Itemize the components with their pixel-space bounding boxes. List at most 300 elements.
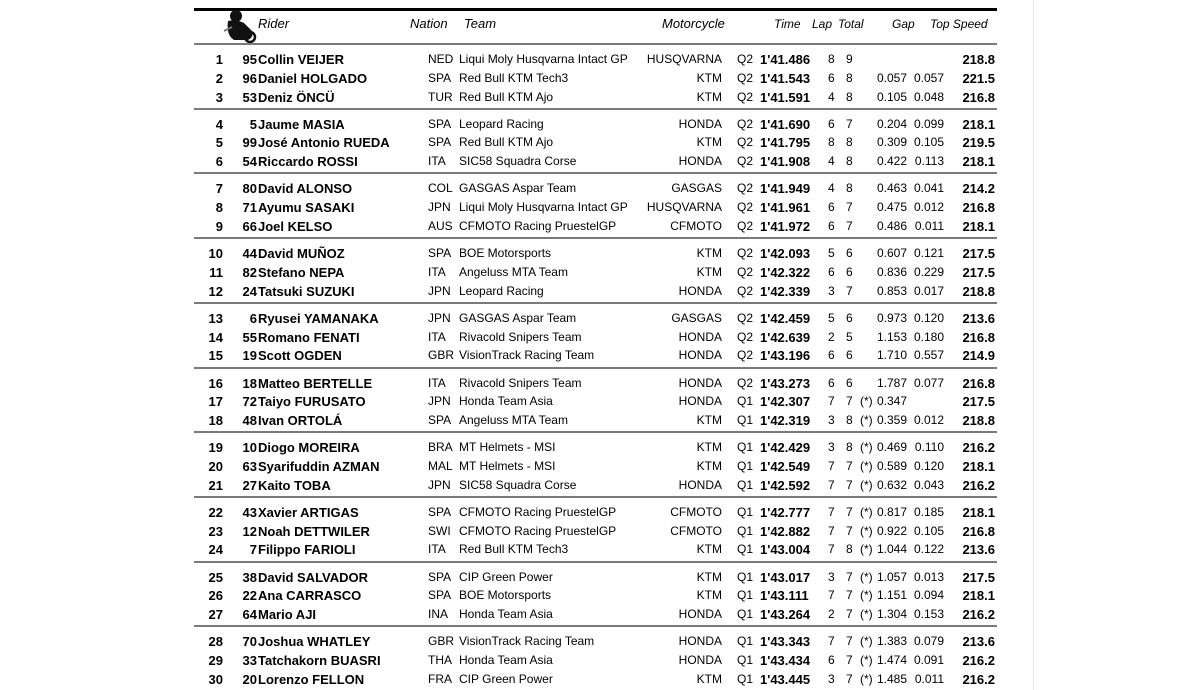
top-speed: 213.6	[962, 634, 995, 650]
rider-nation: FRA	[428, 671, 452, 686]
rider-motorcycle: CFMOTO	[670, 523, 722, 538]
result-group	[194, 496, 997, 558]
best-lap-number: 6	[828, 116, 835, 131]
gap-to-previous: 0.557	[913, 348, 944, 363]
table-row	[194, 328, 997, 347]
rider-number: 64	[242, 607, 257, 623]
top-speed: 218.1	[962, 154, 995, 170]
rider-nation: ITA	[428, 542, 446, 557]
result-group	[194, 108, 997, 170]
best-lap-number: 2	[828, 607, 835, 622]
session-label: Q2	[737, 310, 754, 325]
rider-motorcycle: GASGAS	[671, 181, 722, 196]
table-row	[194, 438, 997, 457]
header-total: Total	[838, 17, 864, 31]
rider-number: 18	[242, 375, 257, 391]
row-position: 3	[215, 89, 223, 105]
top-speed: 216.8	[962, 375, 995, 391]
q1-marker: (*)	[860, 477, 873, 492]
result-group	[194, 172, 997, 234]
rider-nation: MAL	[428, 458, 453, 473]
rider-name: Daniel HOLGADO	[258, 70, 368, 86]
rider-name: Ayumu SASAKI	[258, 200, 355, 216]
rider-number: 82	[242, 264, 257, 280]
header-motorcycle: Motorcycle	[662, 16, 725, 31]
gap-to-first: 0.973	[876, 310, 907, 325]
rider-number: 43	[242, 504, 257, 520]
gap-to-first: 1.474	[876, 653, 907, 668]
session-label: Q2	[737, 348, 754, 363]
rider-nation: AUS	[428, 218, 453, 233]
best-lap-number: 5	[828, 310, 835, 325]
total-laps: 8	[846, 154, 853, 169]
rider-motorcycle: HONDA	[678, 116, 722, 131]
lap-time: 1'41.543	[760, 70, 811, 86]
lap-time: 1'41.795	[760, 135, 811, 151]
best-lap-number: 4	[828, 181, 835, 196]
rider-name: Ana CARRASCO	[258, 588, 362, 604]
lap-time: 1'41.486	[760, 52, 811, 67]
row-position: 20	[208, 458, 223, 474]
header-team: Team	[464, 16, 497, 31]
table-row	[194, 50, 997, 69]
total-laps: 8	[846, 440, 853, 455]
rider-nation: SPA	[428, 246, 452, 261]
lap-time: 1'42.639	[760, 329, 811, 345]
rider-team: Red Bull KTM Ajo	[459, 89, 554, 104]
top-speed: 216.8	[962, 89, 995, 105]
gap-to-first: 1.153	[876, 329, 907, 344]
rider-motorcycle: KTM	[696, 246, 722, 261]
result-group	[194, 302, 997, 364]
top-speed: 213.6	[962, 542, 995, 558]
rider-nation: ITA	[428, 375, 446, 390]
lap-time: 1'42.093	[760, 246, 811, 262]
table-row	[194, 152, 997, 171]
gap-to-previous: 0.079	[913, 634, 944, 649]
session-label: Q1	[737, 477, 754, 492]
session-label: Q1	[737, 458, 754, 473]
session-label: Q1	[737, 413, 754, 428]
lap-time: 1'41.690	[760, 116, 811, 132]
gap-to-first: 0.475	[876, 200, 907, 215]
total-laps: 8	[846, 542, 853, 557]
best-lap-number: 7	[828, 542, 835, 557]
rider-team: SIC58 Squadra Corse	[459, 154, 577, 169]
rider-team: Liqui Moly Husqvarna Intact GP	[459, 200, 628, 215]
rider-number: 20	[242, 671, 257, 687]
result-group	[194, 43, 997, 105]
total-laps: 7	[846, 653, 853, 668]
rider-number: 55	[242, 329, 257, 345]
best-lap-number: 7	[828, 458, 835, 473]
lap-time: 1'42.322	[760, 264, 811, 280]
rider-name: Lorenzo FELLON	[258, 671, 365, 687]
best-lap-number: 6	[828, 200, 835, 215]
table-row	[194, 88, 997, 107]
gap-to-first: 0.347	[876, 394, 907, 409]
gap-to-previous: 0.017	[913, 283, 944, 298]
rider-nation: SPA	[428, 135, 452, 150]
top-speed: 218.8	[962, 283, 995, 299]
top-speed: 216.2	[962, 607, 995, 623]
rider-name: Matteo BERTELLE	[258, 375, 373, 391]
table-row	[194, 282, 997, 301]
rider-name: Tatchakorn BUASRI	[258, 653, 381, 669]
lap-time: 1'42.459	[760, 310, 811, 326]
rider-nation: ITA	[428, 329, 446, 344]
session-label: Q1	[737, 542, 754, 557]
q1-marker: (*)	[860, 671, 873, 686]
row-position: 16	[208, 375, 223, 391]
rider-nation: SWI	[428, 523, 451, 538]
rider-motorcycle: HONDA	[678, 634, 722, 649]
rider-motorcycle: GASGAS	[671, 310, 722, 325]
top-speed: 216.8	[962, 329, 995, 345]
lap-time: 1'42.319	[760, 413, 811, 429]
table-row	[194, 568, 997, 587]
top-speed: 216.8	[962, 200, 995, 216]
result-group	[194, 625, 997, 687]
total-laps: 7	[846, 200, 853, 215]
gap-to-first: 0.836	[876, 264, 907, 279]
session-label: Q1	[737, 634, 754, 649]
table-row	[194, 670, 997, 689]
total-laps: 9	[846, 52, 853, 66]
gap-to-previous: 0.113	[914, 154, 944, 169]
gap-to-first: 1.485	[876, 671, 907, 686]
lap-time: 1'42.592	[760, 477, 811, 493]
total-laps: 8	[846, 70, 853, 85]
rider-number: 10	[242, 440, 257, 456]
best-lap-number: 7	[828, 394, 835, 409]
rider-name: Noah DETTWILER	[258, 523, 370, 539]
best-lap-number: 6	[828, 218, 835, 233]
total-laps: 7	[846, 634, 853, 649]
best-lap-number: 3	[828, 413, 835, 428]
session-label: Q2	[737, 218, 754, 233]
gap-to-previous: 0.048	[913, 89, 944, 104]
q1-marker: (*)	[860, 440, 873, 455]
top-speed: 218.1	[962, 458, 995, 474]
top-speed: 217.5	[962, 569, 995, 585]
rider-number: 63	[242, 458, 257, 474]
gap-to-previous: 0.013	[913, 569, 944, 584]
rider-name: David ALONSO	[258, 181, 353, 197]
rider-team: MT Helmets - MSI	[459, 440, 556, 455]
lap-time: 1'43.196	[760, 348, 811, 364]
header-rule	[194, 8, 997, 11]
gap-to-previous: 0.105	[913, 135, 944, 150]
rider-motorcycle: HONDA	[678, 283, 722, 298]
top-speed: 214.2	[962, 181, 995, 197]
gap-to-first: 0.589	[876, 458, 907, 473]
gap-to-first: 0.204	[876, 116, 907, 131]
session-label: Q1	[737, 653, 754, 668]
rider-name: Xavier ARTIGAS	[258, 504, 359, 520]
lap-time: 1'43.343	[760, 634, 811, 650]
total-laps: 7	[846, 523, 853, 538]
gap-to-first: 0.922	[876, 523, 907, 538]
best-lap-number: 7	[828, 634, 835, 649]
rider-name: Taiyo FURUSATO	[258, 394, 366, 410]
gap-to-previous: 0.011	[914, 671, 944, 686]
rider-name: Romano FENATI	[258, 329, 360, 345]
total-laps: 6	[846, 264, 853, 279]
rider-team: Rivacold Snipers Team	[459, 329, 582, 344]
rider-team: VisionTrack Racing Team	[459, 634, 595, 649]
session-label: Q1	[737, 394, 754, 409]
rider-motorcycle: KTM	[696, 264, 722, 279]
lap-time: 1'42.339	[760, 283, 811, 299]
result-group	[194, 561, 997, 623]
gap-to-first: 0.486	[876, 218, 907, 233]
best-lap-number: 6	[828, 653, 835, 668]
q1-marker: (*)	[860, 588, 873, 603]
table-row	[194, 263, 997, 282]
rider-number: 7	[249, 542, 257, 558]
lap-time: 1'42.549	[760, 458, 811, 474]
q1-marker: (*)	[860, 394, 873, 409]
row-position: 28	[208, 634, 223, 650]
row-position: 6	[215, 154, 223, 170]
table-row	[194, 309, 997, 328]
top-speed: 217.5	[962, 264, 995, 280]
rider-name: Collin VEIJER	[258, 52, 344, 67]
table-row	[194, 69, 997, 88]
rider-team: GASGAS Aspar Team	[459, 181, 577, 196]
session-label: Q2	[737, 52, 754, 66]
row-position: 12	[208, 283, 223, 299]
gap-to-first: 0.105	[876, 89, 907, 104]
row-position: 21	[208, 477, 223, 493]
rider-name: Filippo FARIOLI	[258, 542, 356, 558]
rider-motorcycle: HONDA	[678, 348, 722, 363]
rider-nation: SPA	[428, 70, 452, 85]
rider-name: David MUÑOZ	[258, 246, 345, 262]
lap-time: 1'42.307	[760, 394, 811, 410]
rider-team: SIC58 Squadra Corse	[459, 477, 577, 492]
rider-name: Mario AJI	[258, 607, 317, 623]
rider-motorcycle: KTM	[696, 89, 722, 104]
table-row	[194, 392, 997, 411]
rider-name: Jaume MASIA	[258, 116, 345, 132]
gap-to-previous: 0.011	[914, 218, 944, 233]
row-position: 9	[215, 218, 223, 234]
rider-number: 33	[242, 653, 257, 669]
rider-team: Honda Team Asia	[459, 653, 553, 668]
gap-to-first: 0.422	[876, 154, 907, 169]
session-label: Q2	[737, 181, 754, 196]
row-position: 2	[215, 70, 223, 86]
rider-number: 80	[242, 181, 257, 197]
total-laps: 7	[846, 477, 853, 492]
total-laps: 6	[846, 310, 853, 325]
best-lap-number: 8	[828, 135, 835, 150]
gap-to-first: 0.607	[876, 246, 907, 261]
session-label: Q2	[737, 264, 754, 279]
rider-number: 44	[242, 246, 257, 262]
total-laps: 5	[846, 329, 853, 344]
rider-number: 95	[242, 52, 257, 67]
session-label: Q1	[737, 523, 754, 538]
gap-to-previous: 0.012	[913, 200, 944, 215]
row-position: 23	[208, 523, 223, 539]
gap-to-first: 0.817	[876, 504, 907, 519]
lap-time: 1'43.434	[760, 653, 811, 669]
best-lap-number: 5	[828, 246, 835, 261]
gap-to-previous: 0.105	[913, 523, 944, 538]
q1-marker: (*)	[860, 523, 873, 538]
table-row	[194, 244, 997, 263]
rider-number: 72	[242, 394, 257, 410]
table-row	[194, 115, 997, 134]
gap-to-previous: 0.153	[913, 607, 944, 622]
lap-time: 1'43.004	[760, 542, 811, 558]
total-laps: 7	[846, 607, 853, 622]
rider-nation: GBR	[428, 634, 455, 649]
rider-number: 54	[242, 154, 257, 170]
rider-team: Rivacold Snipers Team	[459, 375, 582, 390]
rider-motorcycle: KTM	[696, 70, 722, 85]
table-row	[194, 503, 997, 522]
rider-motorcycle: CFMOTO	[670, 218, 722, 233]
rider-motorcycle: HONDA	[678, 477, 722, 492]
header-rider: Rider	[258, 16, 290, 31]
rider-motorcycle: KTM	[696, 413, 722, 428]
rider-number: 70	[242, 634, 257, 650]
row-position: 27	[208, 607, 223, 623]
rider-name: Scott OGDEN	[258, 348, 342, 364]
gap-to-previous: 0.099	[913, 116, 944, 131]
best-lap-number: 4	[828, 89, 835, 104]
lap-time: 1'41.591	[760, 89, 811, 105]
rider-motorcycle: CFMOTO	[670, 504, 722, 519]
gap-to-previous: 0.041	[913, 181, 944, 196]
gap-to-first: 0.632	[876, 477, 907, 492]
rider-nation: INA	[428, 607, 449, 622]
rider-number: 19	[242, 348, 257, 364]
row-position: 7	[215, 181, 223, 197]
total-laps: 7	[846, 116, 853, 131]
gap-to-first: 1.787	[876, 375, 907, 390]
session-label: Q1	[737, 504, 754, 519]
rider-team: Red Bull KTM Tech3	[459, 70, 569, 85]
session-label: Q2	[737, 329, 754, 344]
rider-nation: THA	[428, 653, 452, 668]
table-row	[194, 651, 997, 670]
rider-team: MT Helmets - MSI	[459, 458, 556, 473]
top-speed: 218.1	[962, 116, 995, 132]
q1-marker: (*)	[860, 542, 873, 557]
lap-time: 1'43.273	[760, 375, 811, 391]
rider-nation: JPN	[428, 283, 451, 298]
gap-to-first: 1.044	[876, 542, 907, 557]
row-position: 26	[208, 588, 223, 604]
table-row	[194, 374, 997, 393]
rider-number: 5	[249, 116, 257, 132]
session-label: Q2	[737, 246, 754, 261]
row-position: 5	[215, 135, 223, 151]
gap-to-previous: 0.180	[913, 329, 944, 344]
best-lap-number: 6	[828, 375, 835, 390]
row-position: 8	[215, 200, 223, 216]
lap-time: 1'41.949	[760, 181, 811, 197]
session-label: Q2	[737, 375, 754, 390]
row-position: 22	[208, 504, 223, 520]
rider-team: CIP Green Power	[459, 671, 553, 686]
rider-team: BOE Motorsports	[459, 588, 552, 603]
session-label: Q1	[737, 588, 754, 603]
rider-motorcycle: HONDA	[678, 607, 722, 622]
rider-nation: JPN	[428, 477, 451, 492]
rider-name: Ryusei YAMANAKA	[258, 310, 379, 326]
total-laps: 7	[846, 283, 853, 298]
lap-time: 1'42.429	[760, 440, 811, 456]
rider-nation: JPN	[428, 310, 451, 325]
rider-team: Angeluss MTA Team	[459, 413, 568, 428]
rider-motorcycle: KTM	[696, 458, 722, 473]
gap-to-first: 0.853	[876, 283, 907, 298]
rider-motorcycle: KTM	[696, 542, 722, 557]
table-row	[194, 411, 997, 430]
rider-team: Honda Team Asia	[459, 394, 553, 409]
gap-to-previous: 0.043	[913, 477, 944, 492]
top-speed: 218.8	[962, 413, 995, 429]
rider-motorcycle: HONDA	[678, 653, 722, 668]
session-label: Q2	[737, 283, 754, 298]
session-label: Q1	[737, 671, 754, 686]
best-lap-number: 6	[828, 70, 835, 85]
rider-motorcycle: HUSQVARNA	[646, 52, 722, 66]
q1-marker: (*)	[860, 413, 873, 428]
q1-marker: (*)	[860, 569, 873, 584]
table-row	[194, 540, 997, 559]
table-row	[194, 457, 997, 476]
rider-team: Honda Team Asia	[459, 607, 553, 622]
total-laps: 7	[846, 218, 853, 233]
result-group	[194, 431, 997, 493]
top-speed: 216.2	[962, 477, 995, 493]
top-speed: 216.2	[962, 440, 995, 456]
row-position: 10	[208, 246, 223, 262]
total-laps: 7	[846, 569, 853, 584]
top-speed: 218.1	[962, 588, 995, 604]
rider-motorcycle: HONDA	[678, 329, 722, 344]
lap-time: 1'43.017	[760, 569, 811, 585]
rider-name: Deniz ÖNCÜ	[258, 89, 335, 105]
session-label: Q2	[737, 89, 754, 104]
row-position: 1	[215, 52, 223, 67]
best-lap-number: 2	[828, 329, 835, 344]
gap-to-first: 1.151	[876, 588, 907, 603]
table-row	[194, 632, 997, 651]
session-label: Q2	[737, 154, 754, 169]
rider-nation: SPA	[428, 569, 452, 584]
row-position: 11	[209, 264, 223, 280]
rider-team: CFMOTO Racing PruestelGP	[459, 218, 617, 233]
row-position: 24	[208, 542, 223, 558]
rider-nation: JPN	[428, 200, 451, 215]
rider-number: 22	[242, 588, 257, 604]
rider-name: Stefano NEPA	[258, 264, 345, 280]
rider-nation: SPA	[428, 116, 452, 131]
row-position: 18	[208, 413, 223, 429]
rider-motorcycle: HUSQVARNA	[646, 200, 722, 215]
rider-name: Ivan ORTOLÁ	[258, 413, 343, 429]
gap-to-previous: 0.057	[913, 70, 944, 85]
best-lap-number: 7	[828, 588, 835, 603]
